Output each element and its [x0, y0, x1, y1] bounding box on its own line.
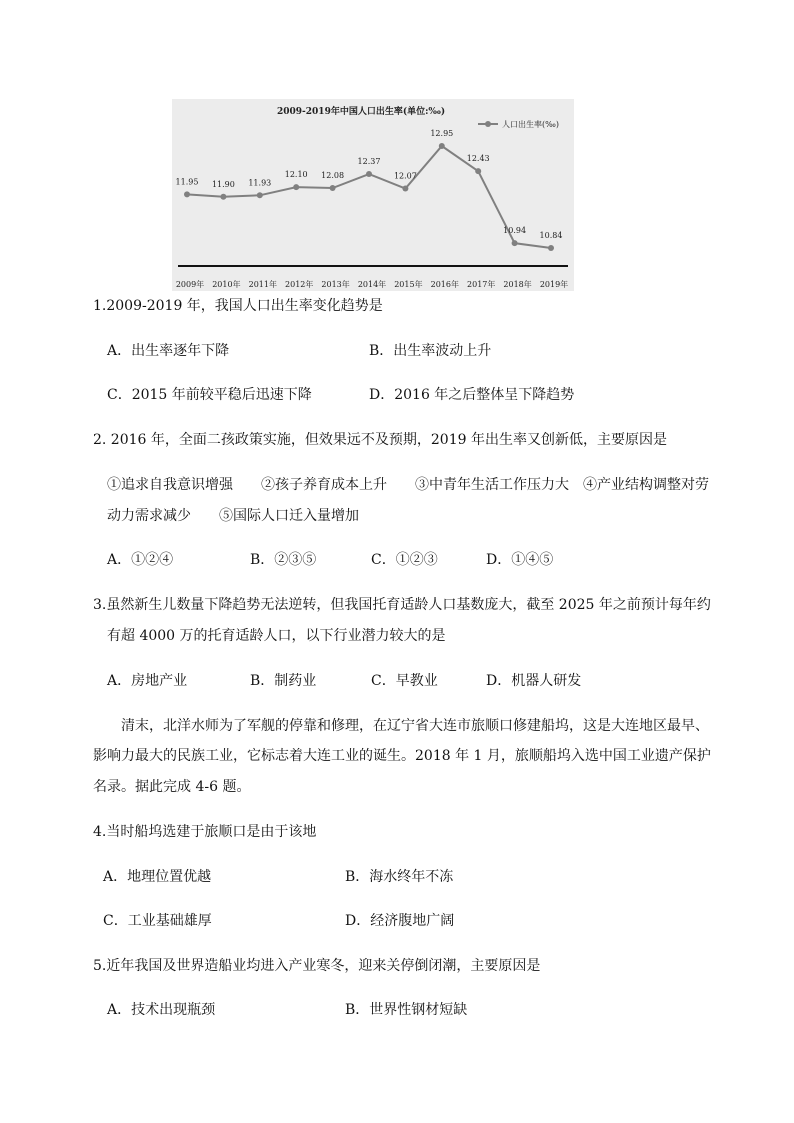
x-tick-label: 2014年	[357, 280, 387, 289]
data-point	[439, 143, 445, 149]
birth-rate-chart	[172, 99, 574, 291]
q2-items-line1: ①追求自我意识增强 ②孩子养育成本上升 ③中青年生活工作压力大 ④产业结构调整对劳	[107, 477, 709, 493]
q4-option-c: C．工业基础雄厚	[103, 913, 212, 929]
q3-stem-line2: 有超 4000 万的托育适龄人口，以下行业潜力较大的是	[107, 628, 446, 644]
data-point	[402, 186, 408, 192]
data-point	[475, 168, 481, 174]
q2-option-a: A．①②④	[107, 552, 174, 568]
data-label: 12.37	[357, 157, 381, 167]
q1-option-a: A．出生率逐年下降	[107, 343, 230, 359]
data-label: 12.10	[284, 170, 308, 180]
passage-line1: 清末，北洋水师为了军舰的停靠和修理，在辽宁省大连市旅顺口修建船坞，这是大连地区最早、	[121, 718, 709, 734]
x-tick-label: 2009年	[175, 280, 205, 289]
x-tick-label: 2011年	[248, 280, 277, 289]
legend-swatch-marker	[485, 121, 491, 127]
q2-stem: 2. 2016 年，全面二孩政策实施，但效果远不及预期，2019 年出生率又创新低，主要原因是	[93, 432, 667, 448]
q5-option-b: B．世界性钢材短缺	[345, 1002, 468, 1018]
data-label: 10.94	[503, 226, 527, 236]
q2-items-line2: 动力需求减少 ⑤国际人口迁入量增加	[107, 508, 359, 524]
data-point	[220, 194, 226, 200]
data-point	[512, 240, 518, 246]
x-tick-label: 2017年	[467, 280, 496, 289]
q5-option-a: A．技术出现瓶颈	[107, 1002, 216, 1018]
passage-line3: 名录。据此完成 4-6 题。	[93, 779, 251, 795]
legend-label: 人口出生率(‰)	[502, 120, 559, 129]
q5-stem: 5.近年我国及世界造船业均进入产业寒冬，迎来关停倒闭潮，主要原因是	[93, 958, 541, 974]
q4-stem: 4.当时船坞选建于旅顺口是由于该地	[93, 824, 317, 840]
data-point	[548, 245, 554, 251]
data-label: 11.93	[248, 178, 272, 188]
q3-option-b: B．制药业	[250, 673, 317, 689]
q2-option-d: D．①④⑤	[486, 552, 554, 568]
data-label: 12.08	[321, 171, 345, 181]
data-point	[366, 171, 372, 177]
data-point	[293, 184, 299, 190]
x-tick-label: 2016年	[430, 280, 459, 289]
x-tick-label: 2018年	[503, 280, 532, 289]
data-label: 10.84	[539, 231, 563, 240]
q1-option-d: D．2016 年之后整体呈下降趋势	[369, 387, 575, 403]
q3-option-d: D．机器人研发	[486, 673, 582, 689]
data-label: 11.95	[175, 177, 199, 187]
q2-option-b: B．②③⑤	[250, 552, 317, 568]
x-tick-label: 2010年	[212, 280, 241, 289]
data-point	[330, 185, 336, 191]
q2-option-c: C．①②③	[371, 552, 438, 568]
chart-canvas	[172, 99, 574, 291]
q4-option-a: A．地理位置优越	[103, 869, 212, 885]
data-label: 11.90	[211, 179, 235, 189]
data-label: 12.95	[430, 129, 454, 138]
x-tick-label: 2015年	[394, 280, 423, 289]
q1-option-b: B．出生率波动上升	[369, 343, 492, 359]
data-label: 12.43	[466, 154, 490, 164]
x-tick-label: 2013年	[321, 280, 350, 289]
q4-option-b: B．海水终年不冻	[345, 869, 454, 885]
q1-stem: 1.2009-2019 年，我国人口出生率变化趋势是	[93, 298, 383, 314]
x-tick-label: 2012年	[285, 280, 314, 289]
x-tick-label: 2019年	[539, 280, 569, 289]
chart-title: 2009-2019年中国人口出生率(单位:‰)	[277, 107, 446, 117]
data-point	[257, 192, 263, 198]
q4-option-d: D．经济腹地广阔	[345, 913, 455, 929]
q3-option-c: C．早教业	[371, 673, 438, 689]
q3-stem-line1: 3.虽然新生儿数量下降趋势无法逆转，但我国托育适龄人口基数庞大，截至 2025 年之前预计每年约	[93, 597, 711, 613]
passage-line2: 影响力最大的民族工业，它标志着大连工业的诞生。2018 年 1 月，旅顺船坞入选中国工业遗产保护	[93, 748, 711, 764]
data-label: 12.07	[393, 171, 417, 181]
q1-option-c: C．2015 年前较平稳后迅速下降	[107, 387, 312, 403]
q3-option-a: A．房地产业	[107, 673, 188, 689]
data-point	[184, 191, 190, 197]
